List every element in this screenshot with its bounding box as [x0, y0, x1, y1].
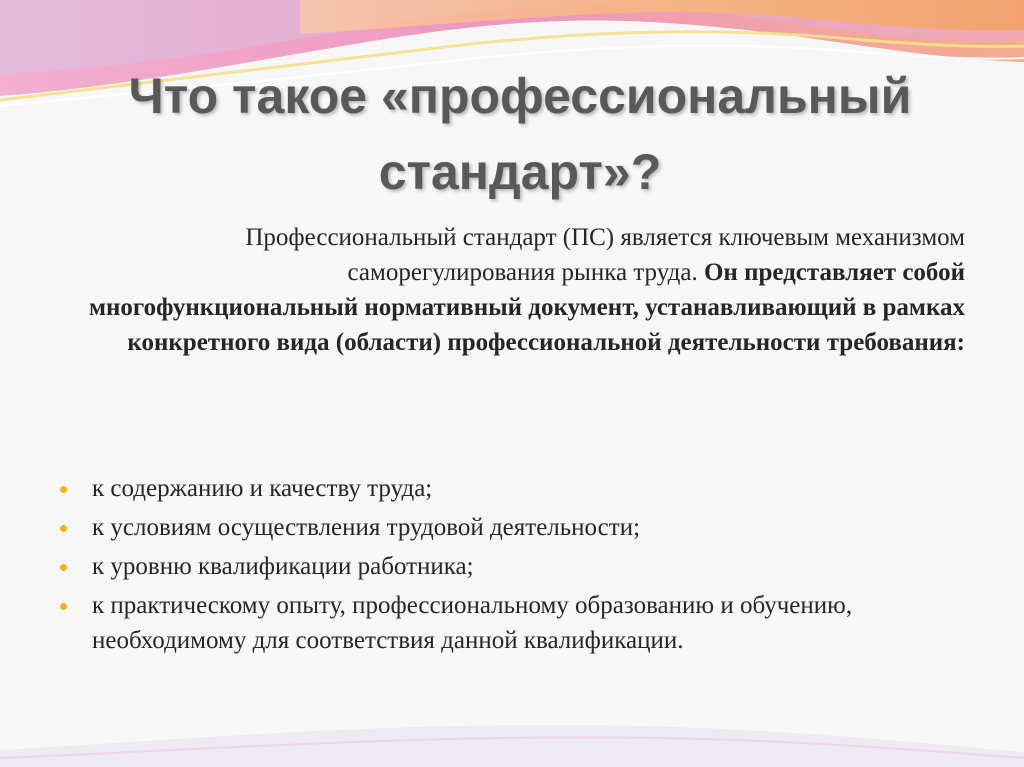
list-item-text: к практическому опыту, профессиональному образованию и обучению, необходимому для соответствия данной квалификации. — [92, 592, 853, 654]
intro-bold-text: Он представляет собой многофункциональный нормативный документ, устанавливающий в рамках конкретного вида (области) профессиональной деятельности требования: — [88, 259, 965, 356]
bullet-dot-icon — [60, 486, 67, 493]
bullet-dot-icon — [60, 603, 67, 610]
decorative-footer-wave — [0, 700, 1024, 767]
slide-title: Что такое «профессиональный стандарт»? — [128, 68, 912, 200]
list-item — [60, 549, 980, 584]
intro-paragraph — [80, 220, 965, 360]
requirements-list — [60, 471, 980, 662]
list-item — [60, 471, 980, 506]
list-item-text: к содержанию и качеству труда; — [92, 475, 433, 502]
list-item-text: к условиям осуществления трудовой деятельности; — [92, 514, 641, 541]
list-item — [60, 588, 980, 658]
list-item — [60, 510, 980, 545]
bullet-dot-icon — [60, 564, 67, 571]
intro-regular-text: Профессиональный стандарт (ПС) является ключевым механизмом саморегулирования рынка труда. — [245, 224, 965, 286]
bullet-dot-icon — [60, 525, 67, 532]
list-item-text: к уровню квалификации работника; — [92, 553, 474, 580]
